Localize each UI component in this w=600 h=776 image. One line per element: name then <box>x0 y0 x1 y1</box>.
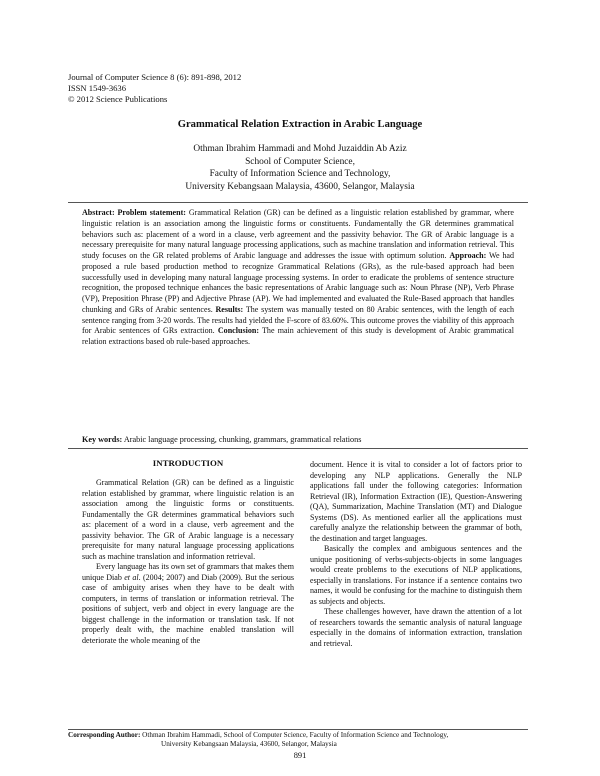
section-heading-introduction: INTRODUCTION <box>152 458 224 468</box>
footnote-text-1: Othman Ibrahim Hammadi, School of Computer Science, Faculty of Information Science and Technology, <box>140 731 449 739</box>
keywords-text: Arabic language processing, chunking, grammars, grammatical relations <box>122 435 362 444</box>
approach-text: We had proposed a rule based production method to recognize Grammatical Relations (GRs), as the rule-based approach had been successfully used in developing many natural language processing systems. In order to eradicate the problems of sentence structure recognition, the proposed technique enhances the basic representations of Arabic language such as: Noun Phrase (NP), Verb Phrase (VP), Preposition Phrase (PP) and Adjective Phrase (AP). We had implemented and evaluated the Rule-Based approach that handles chunking and GRs of Arabic sentences. <box>82 251 514 314</box>
abstract-top-rule <box>68 202 528 203</box>
intro-paragraph-4: Basically the complex and ambiguous sentences and the unique positioning of verbs-subjects-objects in some languages would create problems to the executions of NLP applications, especially in translations. For instance if a sentence contains two names, it would be confusing for the machine to distinguish them as subjects and objects. <box>310 544 522 606</box>
abstract <box>82 208 514 348</box>
right-column <box>310 460 522 649</box>
conclusion-label: Conclusion: <box>217 326 259 336</box>
results-text: The system was manually tested on 80 Arabic sentences, with the length of each sentence ranging from 3-20 words. The results had yielded the F-score of 83.60%. This outcome proves the viability of this approach for Arabic sentences of GRs extraction. <box>82 304 514 336</box>
intro-paragraph-1: Grammatical Relation (GR) can be defined as a linguistic relation established by grammar, where linguistic relation is an association among the linguistic forms or constituents. Fundamentally the GR determines grammatical behaviors such as: placement of a word in a clause, verb agreement and the passivity behavior. The GR of Arabic language is a necessary prerequisite for many natural language processing applications such as machine translation and information retrieval. <box>82 478 294 561</box>
keywords-bottom-rule <box>68 448 528 449</box>
journal-citation: Journal of Computer Science 8 (6): 891-898, 2012 <box>68 72 242 82</box>
intro-paragraph-2-b: . (2004; 2007) and Diab (2009). But the serious case of ambiguity arises when they have to be dealt with computers, in terms of translation or information retrieval. The positions of subject, verb and object in every language are the biggest challenge in the information or translation task. If not properly dealt with, the machine enabled translation will deteriorate the whole meaning of the <box>82 572 294 645</box>
footnote-line-1 <box>68 731 538 740</box>
intro-paragraph-3: document. Hence it is vital to consider a lot of factors prior to developing any NLP applications. Generally the NLP applications fall under the following categories: Information Retrieval (IR), Information Extraction (IE), Question-Answering (QA), Summarization, Machine Translation (MT) and Dialogue Systems (DS). As mentioned earlier all the applications must carefully analyze the relationship between the grammar of both, the destination and target languages. <box>310 460 522 543</box>
intro-paragraph-2-a: Every language has its own set of grammars that makes them unique Diab <box>82 562 294 582</box>
author-block <box>0 143 600 193</box>
corresponding-author-footnote <box>68 731 538 749</box>
intro-paragraph-5: These challenges however, have drawn the attention of a lot of researchers towards the semantic analysis of natural language especially in the domains of information extraction, translation and retrieval. <box>310 607 522 648</box>
journal-issn: ISSN 1549-3636 <box>68 83 127 93</box>
left-column <box>82 478 294 646</box>
keywords-label: Key words: <box>82 435 123 444</box>
author-university: University Kebangsaan Malaysia, 43600, Selangor, Malaysia <box>185 181 415 192</box>
abstract-label: Abstract: <box>82 208 115 217</box>
journal-copyright: © 2012 Science Publications <box>68 94 168 104</box>
journal-header <box>68 72 241 105</box>
intro-paragraph-2 <box>82 562 294 646</box>
author-names: Othman Ibrahim Hammadi and Mohd Juzaiddin Ab Aziz <box>193 144 407 154</box>
conclusion-text: The main achievement of this study is development of Arabic grammatical relation extractions based ob rule-based approaches. <box>82 326 514 346</box>
page-number: 891 <box>293 751 307 760</box>
footnote-text-2: University Kebangsaan Malaysia, 43600, Selangor, Malaysia <box>161 740 337 749</box>
author-faculty: Faculty of Information Science and Technology, <box>209 169 391 180</box>
footnote-rule <box>68 729 528 730</box>
keywords <box>82 434 514 445</box>
results-label: Results: <box>215 304 244 314</box>
paper-title: Grammatical Relation Extraction in Arabic Language <box>177 119 423 130</box>
citation-et-al: et al <box>124 572 139 582</box>
footnote-label: Corresponding Author: <box>68 731 141 739</box>
problem-label: Problem statement: <box>117 208 186 217</box>
approach-label: Approach: <box>449 251 487 260</box>
problem-text: Grammatical Relation (GR) can be defined as a linguistic relation established by grammar, where linguistic relation is an association among the linguistic forms or constituents. Fundamentally the GR determines grammatical behaviors such as: placement of a word in a clause, verb agreement and the passivity behavior. The GR of Arabic language is a necessary prerequisite for many natural language processing applications, such as machine translation and information retrieval. This study focuses on the GR related problems of Arabic language and addresses the issue with optimum solution. <box>82 208 515 260</box>
author-school: School of Computer Science, <box>245 156 355 167</box>
